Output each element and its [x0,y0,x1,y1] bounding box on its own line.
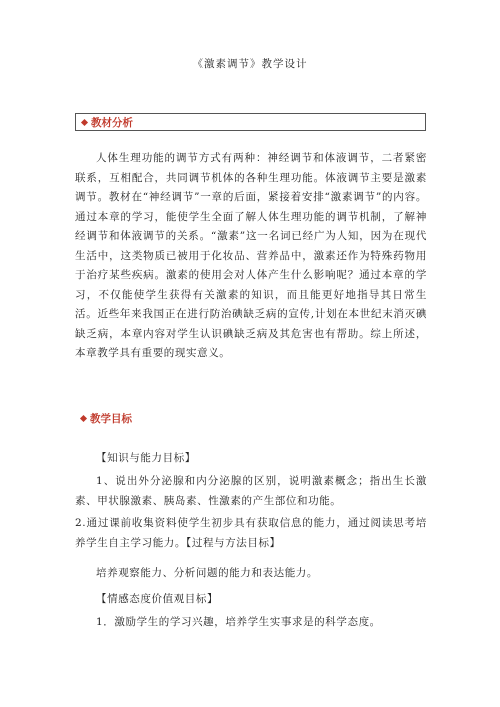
section-heading-teaching-goals [81,411,132,426]
section-heading-text: 教学目标 [90,413,132,425]
goal-item-2: 2.通过课前收集资料使学生初步具有获取信息的能力，通过阅读思考培养学生自主学习能力。【过程与方法目标】 [75,517,427,549]
section-heading-teaching-goals-wrap [81,411,132,426]
section-heading-box [75,113,426,131]
document-title: 《激素调节》教学设计 [192,58,308,70]
goal-item-1: 1、说出外分泌腺和内分泌腺的区别，说明激素概念；指出生长激素、甲状腺激素、胰岛素、性激素的产生部位和功能。 [75,475,427,507]
diamond-bullet-icon [80,415,87,422]
knowledge-goal-heading: 【知识与能力目标】 [96,452,196,464]
process-goal-text: 培养观察能力、分析问题的能力和表达能力。 [96,567,318,579]
emotion-goal-heading: 【情感态度价值观目标】 [96,593,219,605]
teaching-material-paragraph: 人体生理功能的调节方式有两种：神经调节和体液调节，二者紧密联系，互相配合，共同调节机体的各种生理功能。体液调节主要是激素调节。教材在“神经调节”一章的后面，紧接着安排“激素调节”的内容。通过本章的学习，能使学生全面了解人体生理功能的调节机制，了解神经调节和体液调节的关系。“激素”这一名词已经广为人知，因为在现代生活中，这类物质已被用于化妆品、营养品中，激素还作为特殊药物用于治疗某些疾病。激素的使用会对人体产生什么影响呢？通过本章的学习，不仅能使学生获得有关激素的知识，而且能更好地指导其日常生活。近些年来我国正在进行防治碘缺乏病的宣传,计划在本世纪末消灭碘缺乏病，本章内容对学生认识碘缺乏病及其危害也有帮助。综上所述，本章教学具有重要的现实意义。 [75,152,427,359]
diamond-bullet-icon [81,118,88,125]
section-heading-teaching-material [82,115,133,130]
section-heading-text: 教材分析 [91,116,133,129]
emotion-goal-item-1: 1．激励学生的学习兴趣，培养学生实事求是的科学态度。 [96,616,381,628]
